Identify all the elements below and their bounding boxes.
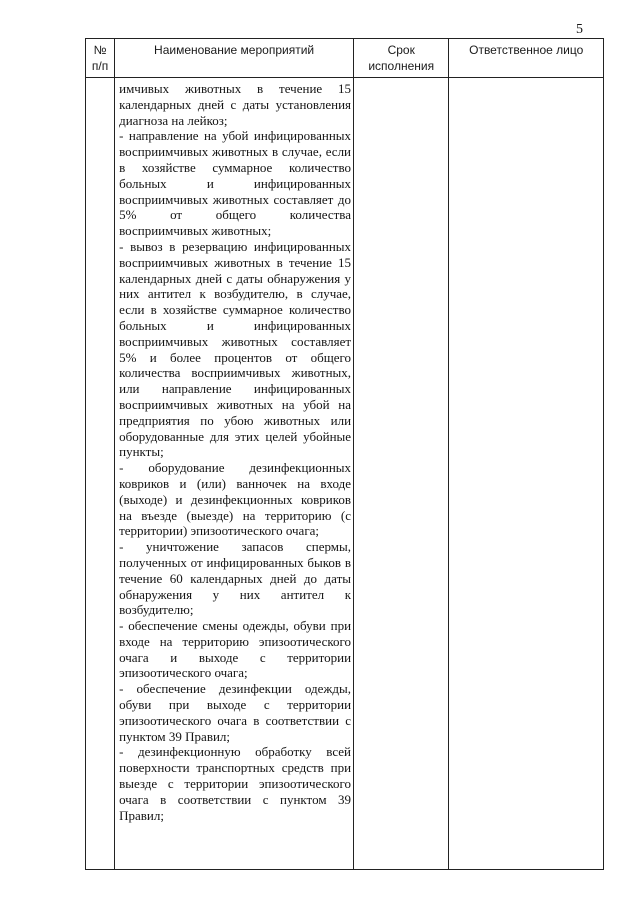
header-responsible-label: Ответственное лицо	[469, 43, 584, 57]
measure-item: - дезинфекционную обработку всей поверхности транспортных средств при выезде с территории эпизоотического очага в соответствии с пунктом 39 Правил;	[119, 744, 352, 823]
page-number: 5	[576, 22, 583, 37]
measure-item: - обеспечение дезинфекции одежды, обуви при выходе с территории эпизоотического очага в соответствии с пунктом 39 Правил;	[119, 681, 352, 744]
header-term	[354, 39, 449, 78]
cell-responsible	[449, 78, 604, 870]
header-term-line1: Срок	[387, 43, 415, 57]
header-number-symbol: №	[93, 43, 107, 57]
measure-item: - обеспечение смены одежды, обуви при входе на территорию эпизоотического очага и выходе с территории эпизоотического очага;	[119, 618, 352, 681]
cell-number	[86, 78, 115, 870]
table-row	[86, 78, 604, 870]
measure-item: - оборудование дезинфекционных ковриков и (или) ванночек на входе (выходе) и дезинфекционных ковриков на въезде (выезде) на территорию (с территории) эпизоотического очага;	[119, 460, 352, 539]
header-responsible	[449, 39, 604, 78]
cell-term	[354, 78, 449, 870]
measure-item: - уничтожение запасов спермы, полученных от инфицированных быков в течение 60 календарных дней до даты обнаружения у них антител к возбудителю;	[119, 539, 352, 618]
measure-item: имчивых животных в течение 15 календарных дней с даты установления диагноза на лейкоз;	[119, 81, 352, 128]
header-number	[86, 39, 115, 78]
measure-item: - вывоз в резервацию инфицированных восприимчивых животных в течение 15 календарных дней с даты обнаружения у них антител к возбудителю, в случае, если в хозяйстве суммарное количество больных и инфицированных восприимчивых животных составляет 5% и более процентов от общего количества восприимчивых животных, или направление инфицированных восприимчивых животных на убой на предприятия по убою животных или оборудованные для этих целей убойные пункты;	[119, 238, 352, 460]
cell-measures	[115, 78, 354, 870]
table-header-row	[86, 39, 604, 78]
header-number-abbr: п/п	[91, 59, 109, 73]
measure-item: - направление на убой инфицированных восприимчивых животных в случае, если в хозяйстве суммарное количество больных и инфицированных восприимчивых животных составляет до 5% от общего количества восприимчивых животных;	[119, 128, 352, 239]
header-measures-label: Наименование мероприятий	[154, 43, 315, 57]
measures-list	[115, 78, 353, 823]
header-measures	[115, 39, 354, 78]
measures-table	[85, 38, 604, 870]
header-term-line2: исполнения	[368, 59, 435, 73]
